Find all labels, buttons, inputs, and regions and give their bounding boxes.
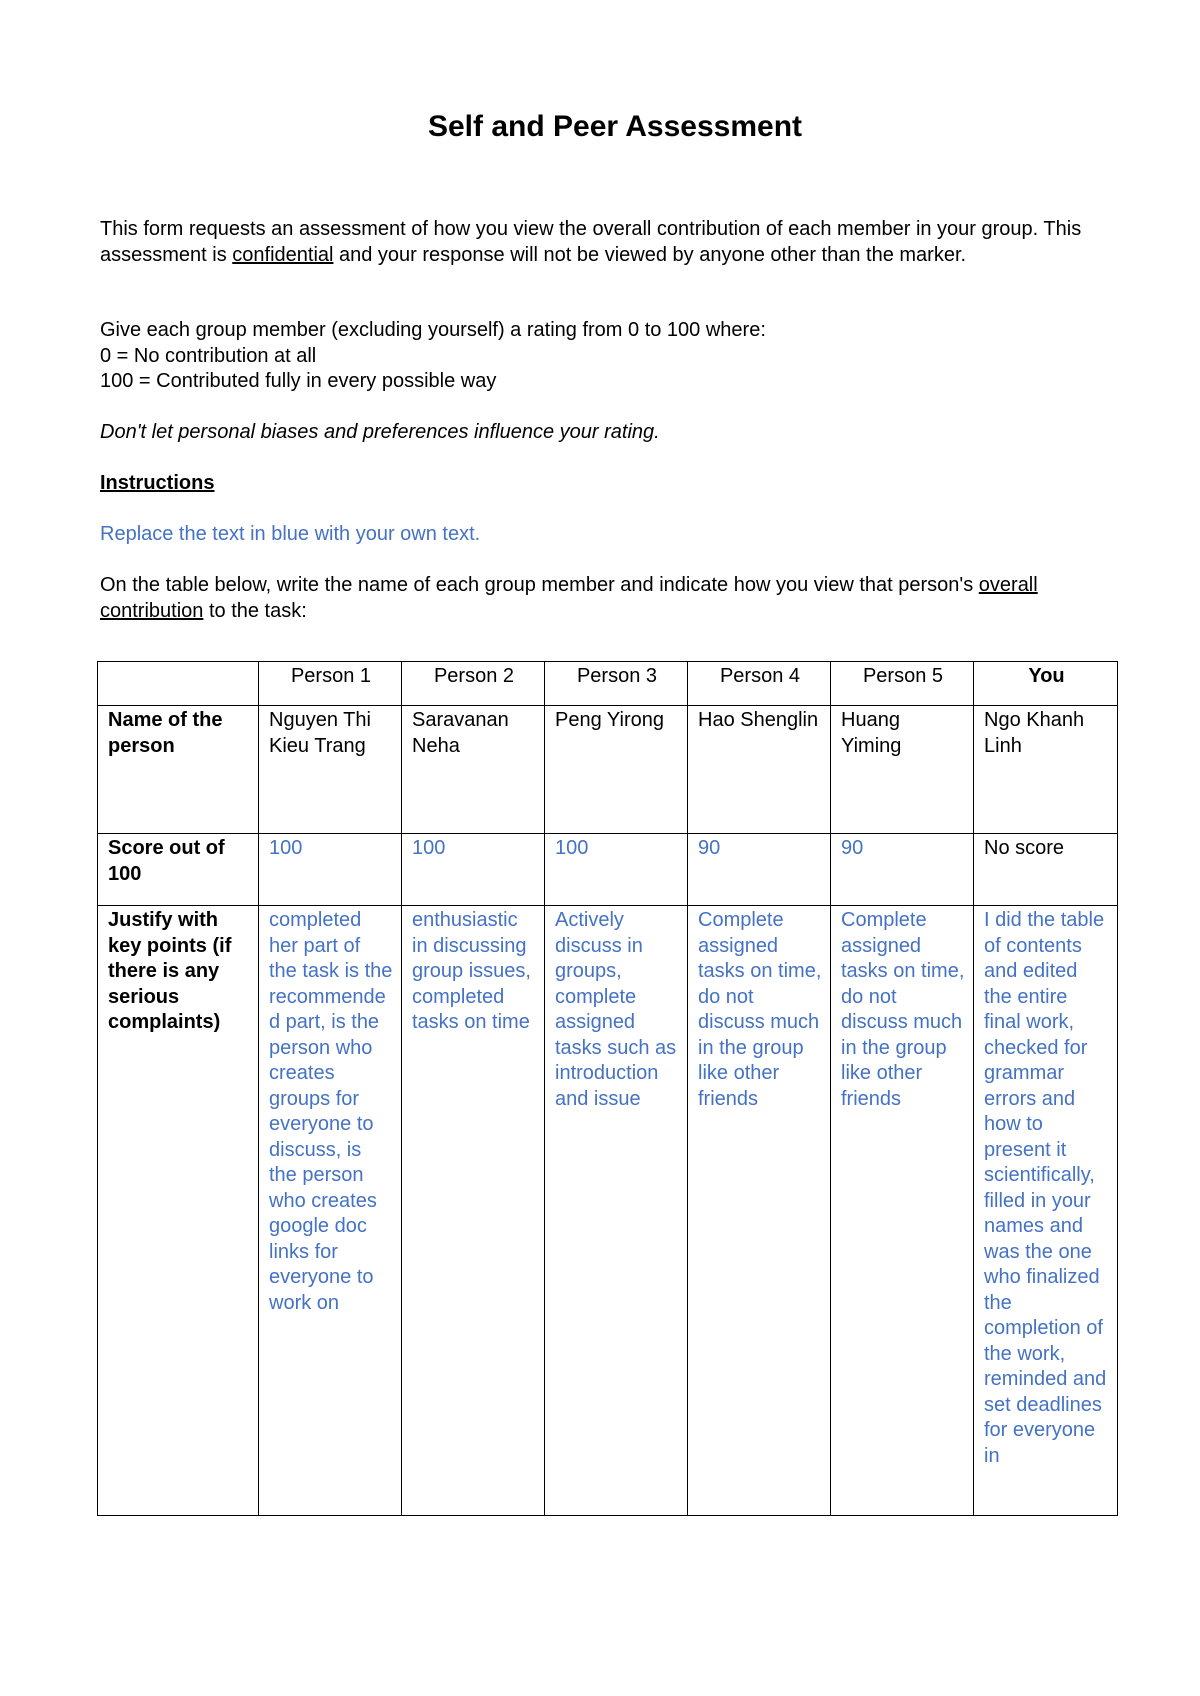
table-intro [100,573,1120,624]
intro-paragraph [100,217,1120,268]
header-you: You [974,662,1118,706]
rating-instruction: Give each group member (excluding yourself) a rating from 0 to 100 where: [100,319,766,341]
score-person-3: 100 [545,834,688,906]
name-you: Ngo Khanh Linh [974,706,1118,834]
name-person-1: Nguyen Thi Kieu Trang [259,706,402,834]
table-intro-start: On the table below, write the name of each group member and indicate how you view that person's [100,574,979,596]
intro-text-start: This form requests an assessment of how you view the overall contribution of each member in your group. This assessment is [100,218,1082,266]
confidential-word: confidential [232,243,334,266]
rating-scale [100,318,1120,395]
assessment-table [97,661,1118,1516]
table-row-justifications [98,906,1118,1516]
header-cell-blank [98,662,259,706]
justify-person-4: Complete assigned tasks on time, do not discuss much in the group like other friends [688,906,831,1516]
name-person-4: Hao Shenglin [688,706,831,834]
intro-text-end: and your response will not be viewed by anyone other than the marker. [333,243,967,266]
row-label-name: Name of the person [98,706,259,834]
justify-person-3: Actively discuss in groups, complete assigned tasks such as introduction and issue [545,906,688,1516]
rating-hundred: 100 = Contributed fully in every possible way [100,370,497,392]
table-row-names [98,706,1118,834]
table-row-scores [98,834,1118,906]
name-person-5: Huang Yiming [831,706,974,834]
justify-you: I did the table of contents and edited the entire final work, checked for grammar errors and how to present it scientifically, filled in your names and was the one who finalized the completion of the work, reminded and set deadlines for everyone in [974,906,1118,1516]
header-person-5: Person 5 [831,662,974,706]
header-person-2: Person 2 [402,662,545,706]
name-person-3: Peng Yirong [545,706,688,834]
score-person-4: 90 [688,834,831,906]
table-header-row [98,662,1118,706]
justify-person-5: Complete assigned tasks on time, do not discuss much in the group like other friends [831,906,974,1516]
rating-zero: 0 = No contribution at all [100,344,317,367]
score-you: No score [974,834,1118,906]
justify-person-2: enthusiastic in discussing group issues, completed tasks on time [402,906,545,1516]
score-person-1: 100 [259,834,402,906]
overall-contribution-word: overall contribution [100,574,1038,622]
bias-note: Don't let personal biases and preferences influence your rating. [100,421,660,443]
row-label-score: Score out of 100 [98,834,259,906]
justify-person-1: completed her part of the task is the recommended part, is the person who creates groups for everyone to discuss, is the person who creates google doc links for everyone to work on [259,906,402,1516]
row-label-justify: Justify with key points (if there is any serious complaints) [98,906,259,1516]
name-person-2: Saravanan Neha [402,706,545,834]
header-person-1: Person 1 [259,662,402,706]
instructions-heading: Instructions [100,472,215,494]
header-person-4: Person 4 [688,662,831,706]
table-intro-end: to the task: [203,599,307,622]
score-person-2: 100 [402,834,545,906]
score-person-5: 90 [831,834,974,906]
header-person-3: Person 3 [545,662,688,706]
replace-note: Replace the text in blue with your own text. [100,523,481,545]
page-title: Self and Peer Assessment [427,110,803,143]
